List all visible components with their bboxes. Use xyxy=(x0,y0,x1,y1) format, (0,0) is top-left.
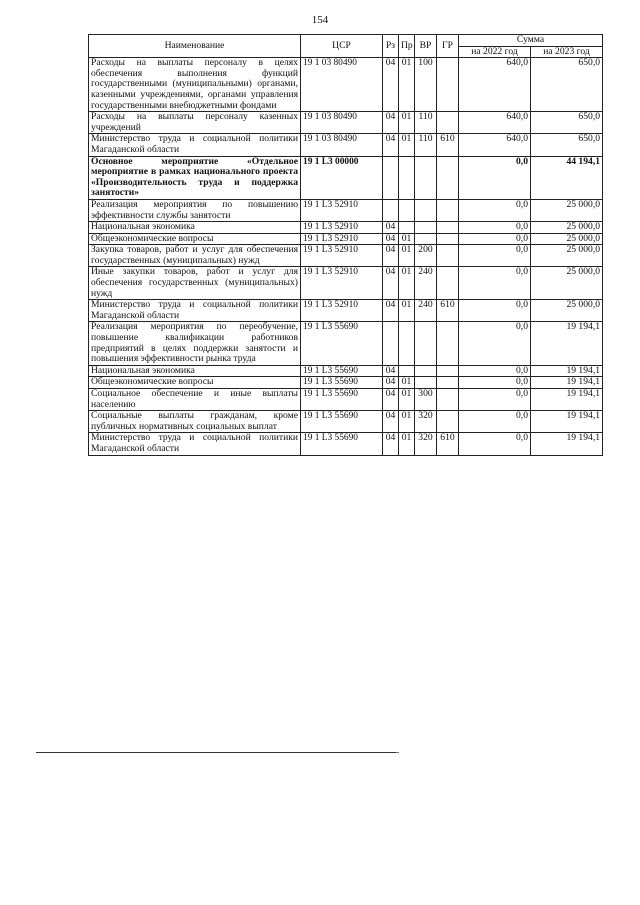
row-gr xyxy=(437,267,459,300)
header-csr: ЦСР xyxy=(301,35,383,58)
row-rz xyxy=(383,199,399,221)
row-pr: 01 xyxy=(399,411,415,433)
row-sum-2023: 25 000,0 xyxy=(531,222,603,234)
row-sum-2023: 650,0 xyxy=(531,58,603,112)
row-name: Национальная экономика xyxy=(89,365,301,377)
table-row xyxy=(89,433,603,455)
row-sum-2023: 25 000,0 xyxy=(531,199,603,221)
row-vr: 320 xyxy=(415,433,437,455)
row-sum-2022: 0,0 xyxy=(459,322,531,365)
row-csr: 19 1 L3 55690 xyxy=(301,411,383,433)
row-csr: 19 1 L3 00000 xyxy=(301,156,383,199)
row-pr xyxy=(399,199,415,221)
row-sum-2022: 0,0 xyxy=(459,199,531,221)
row-csr: 19 1 L3 52910 xyxy=(301,222,383,234)
row-sum-2022: 0,0 xyxy=(459,222,531,234)
row-pr xyxy=(399,222,415,234)
row-sum-2023: 19 194,1 xyxy=(531,377,603,389)
row-pr: 01 xyxy=(399,433,415,455)
row-name: Социальные выплаты гражданам, кроме публичных нормативных социальных выплат xyxy=(89,411,301,433)
row-csr: 19 1 L3 52910 xyxy=(301,300,383,322)
row-sum-2023: 650,0 xyxy=(531,134,603,156)
row-sum-2022: 0,0 xyxy=(459,300,531,322)
row-sum-2023: 19 194,1 xyxy=(531,389,603,411)
row-sum-2022: 640,0 xyxy=(459,112,531,134)
row-rz: 04 xyxy=(383,245,399,267)
row-sum-2023: 19 194,1 xyxy=(531,322,603,365)
row-vr xyxy=(415,156,437,199)
row-name: Социальное обеспечение и иные выплаты населению xyxy=(89,389,301,411)
table-row xyxy=(89,156,603,199)
row-name: Реализация мероприятия по переобучение, повышение квалификации работников предприятий в целях поддержки занятости и повышения эффективности рынка труда xyxy=(89,322,301,365)
row-sum-2023: 650,0 xyxy=(531,112,603,134)
row-name: Общеэкономические вопросы xyxy=(89,377,301,389)
row-sum-2022: 0,0 xyxy=(459,365,531,377)
table-row xyxy=(89,411,603,433)
row-name: Общеэкономические вопросы xyxy=(89,233,301,245)
table-row xyxy=(89,267,603,300)
row-sum-2022: 0,0 xyxy=(459,411,531,433)
row-pr xyxy=(399,322,415,365)
row-vr xyxy=(415,222,437,234)
row-rz: 04 xyxy=(383,58,399,112)
row-vr: 200 xyxy=(415,245,437,267)
row-vr: 240 xyxy=(415,267,437,300)
row-name: Основное мероприятие «Отдельное мероприятие в рамках национального проекта «Производительность труда и поддержка занятости» xyxy=(89,156,301,199)
row-gr xyxy=(437,222,459,234)
header-pr: Пр xyxy=(399,35,415,58)
row-name: Реализация мероприятия по повышению эффективности службы занятости xyxy=(89,199,301,221)
row-gr xyxy=(437,112,459,134)
row-sum-2023: 19 194,1 xyxy=(531,411,603,433)
row-csr: 19 1 03 80490 xyxy=(301,112,383,134)
row-csr: 19 1 L3 55690 xyxy=(301,322,383,365)
table-row xyxy=(89,377,603,389)
row-sum-2023: 25 000,0 xyxy=(531,300,603,322)
table-row xyxy=(89,245,603,267)
header-sum: Сумма xyxy=(459,35,603,47)
row-gr xyxy=(437,233,459,245)
row-pr xyxy=(399,365,415,377)
budget-table xyxy=(88,34,603,456)
row-sum-2023: 25 000,0 xyxy=(531,233,603,245)
page-number: 154 xyxy=(311,14,329,26)
row-sum-2022: 0,0 xyxy=(459,389,531,411)
row-pr: 01 xyxy=(399,58,415,112)
row-vr xyxy=(415,199,437,221)
table-row xyxy=(89,365,603,377)
table-row xyxy=(89,222,603,234)
table-row xyxy=(89,389,603,411)
table-body xyxy=(89,58,603,455)
row-csr: 19 1 03 80490 xyxy=(301,58,383,112)
row-name: Министерство труда и социальной политики Магаданской области xyxy=(89,433,301,455)
row-gr xyxy=(437,377,459,389)
row-csr: 19 1 L3 55690 xyxy=(301,377,383,389)
row-rz: 04 xyxy=(383,267,399,300)
row-gr xyxy=(437,199,459,221)
row-rz xyxy=(383,322,399,365)
row-pr: 01 xyxy=(399,389,415,411)
row-pr: 01 xyxy=(399,267,415,300)
row-sum-2022: 0,0 xyxy=(459,267,531,300)
row-pr: 01 xyxy=(399,134,415,156)
row-vr: 300 xyxy=(415,389,437,411)
table-row xyxy=(89,322,603,365)
header-name: Наименование xyxy=(89,35,301,58)
row-sum-2022: 0,0 xyxy=(459,233,531,245)
row-sum-2022: 640,0 xyxy=(459,58,531,112)
row-rz: 04 xyxy=(383,365,399,377)
row-sum-2023: 19 194,1 xyxy=(531,433,603,455)
row-gr xyxy=(437,389,459,411)
row-name: Иные закупки товаров, работ и услуг для обеспечения государственных (муниципальных) нужд xyxy=(89,267,301,300)
row-rz: 04 xyxy=(383,233,399,245)
row-name: Министерство труда и социальной политики Магаданской области xyxy=(89,300,301,322)
table-row xyxy=(89,300,603,322)
row-name: Расходы на выплаты персоналу казенных учреждений xyxy=(89,112,301,134)
header-vr: ВР xyxy=(415,35,437,58)
row-csr: 19 1 L3 52910 xyxy=(301,267,383,300)
row-name: Расходы на выплаты персоналу в целях обеспечения выполнения функций государственными (муниципальными) органами, казенными учреждениями, органами управления государственными внебюджетными фондами xyxy=(89,58,301,112)
row-rz: 04 xyxy=(383,377,399,389)
table-row xyxy=(89,134,603,156)
row-vr xyxy=(415,322,437,365)
row-name: Национальная экономика xyxy=(89,222,301,234)
row-csr: 19 1 L3 52910 xyxy=(301,199,383,221)
row-pr xyxy=(399,156,415,199)
row-pr: 01 xyxy=(399,233,415,245)
footer-rule xyxy=(36,752,396,753)
row-rz: 04 xyxy=(383,134,399,156)
row-name: Министерство труда и социальной политики Магаданской области xyxy=(89,134,301,156)
row-vr: 110 xyxy=(415,112,437,134)
row-csr: 19 1 L3 55690 xyxy=(301,433,383,455)
row-gr xyxy=(437,58,459,112)
row-gr: 610 xyxy=(437,433,459,455)
row-vr xyxy=(415,365,437,377)
row-rz: 04 xyxy=(383,389,399,411)
row-sum-2022: 0,0 xyxy=(459,245,531,267)
table-row xyxy=(89,58,603,112)
row-name: Закупка товаров, работ и услуг для обеспечения государственных (муниципальных) нужд xyxy=(89,245,301,267)
footer-rule-dotted xyxy=(396,752,398,753)
header-rz: Рз xyxy=(383,35,399,58)
row-rz: 04 xyxy=(383,433,399,455)
row-pr: 01 xyxy=(399,300,415,322)
row-rz: 04 xyxy=(383,300,399,322)
row-sum-2023: 44 194,1 xyxy=(531,156,603,199)
row-csr: 19 1 L3 52910 xyxy=(301,245,383,267)
row-rz: 04 xyxy=(383,112,399,134)
row-sum-2023: 19 194,1 xyxy=(531,365,603,377)
row-vr xyxy=(415,233,437,245)
header-year-2023: на 2023 год xyxy=(531,46,603,58)
header-gr: ГР xyxy=(437,35,459,58)
row-vr: 320 xyxy=(415,411,437,433)
row-sum-2022: 0,0 xyxy=(459,377,531,389)
row-csr: 19 1 L3 55690 xyxy=(301,389,383,411)
row-rz: 04 xyxy=(383,222,399,234)
row-rz xyxy=(383,156,399,199)
row-sum-2022: 0,0 xyxy=(459,433,531,455)
row-sum-2023: 25 000,0 xyxy=(531,267,603,300)
row-gr xyxy=(437,156,459,199)
row-vr: 110 xyxy=(415,134,437,156)
table-row xyxy=(89,233,603,245)
row-pr: 01 xyxy=(399,377,415,389)
header-year-2022: на 2022 год xyxy=(459,46,531,58)
table-row xyxy=(89,112,603,134)
row-vr xyxy=(415,377,437,389)
row-gr: 610 xyxy=(437,300,459,322)
row-gr xyxy=(437,245,459,267)
row-sum-2023: 25 000,0 xyxy=(531,245,603,267)
row-csr: 19 1 L3 52910 xyxy=(301,233,383,245)
row-rz: 04 xyxy=(383,411,399,433)
row-csr: 19 1 03 80490 xyxy=(301,134,383,156)
row-gr xyxy=(437,411,459,433)
table-row xyxy=(89,199,603,221)
row-sum-2022: 0,0 xyxy=(459,156,531,199)
row-gr xyxy=(437,322,459,365)
row-gr xyxy=(437,365,459,377)
row-csr: 19 1 L3 55690 xyxy=(301,365,383,377)
row-pr: 01 xyxy=(399,112,415,134)
row-sum-2022: 640,0 xyxy=(459,134,531,156)
row-pr: 01 xyxy=(399,245,415,267)
row-vr: 100 xyxy=(415,58,437,112)
row-gr: 610 xyxy=(437,134,459,156)
row-vr: 240 xyxy=(415,300,437,322)
